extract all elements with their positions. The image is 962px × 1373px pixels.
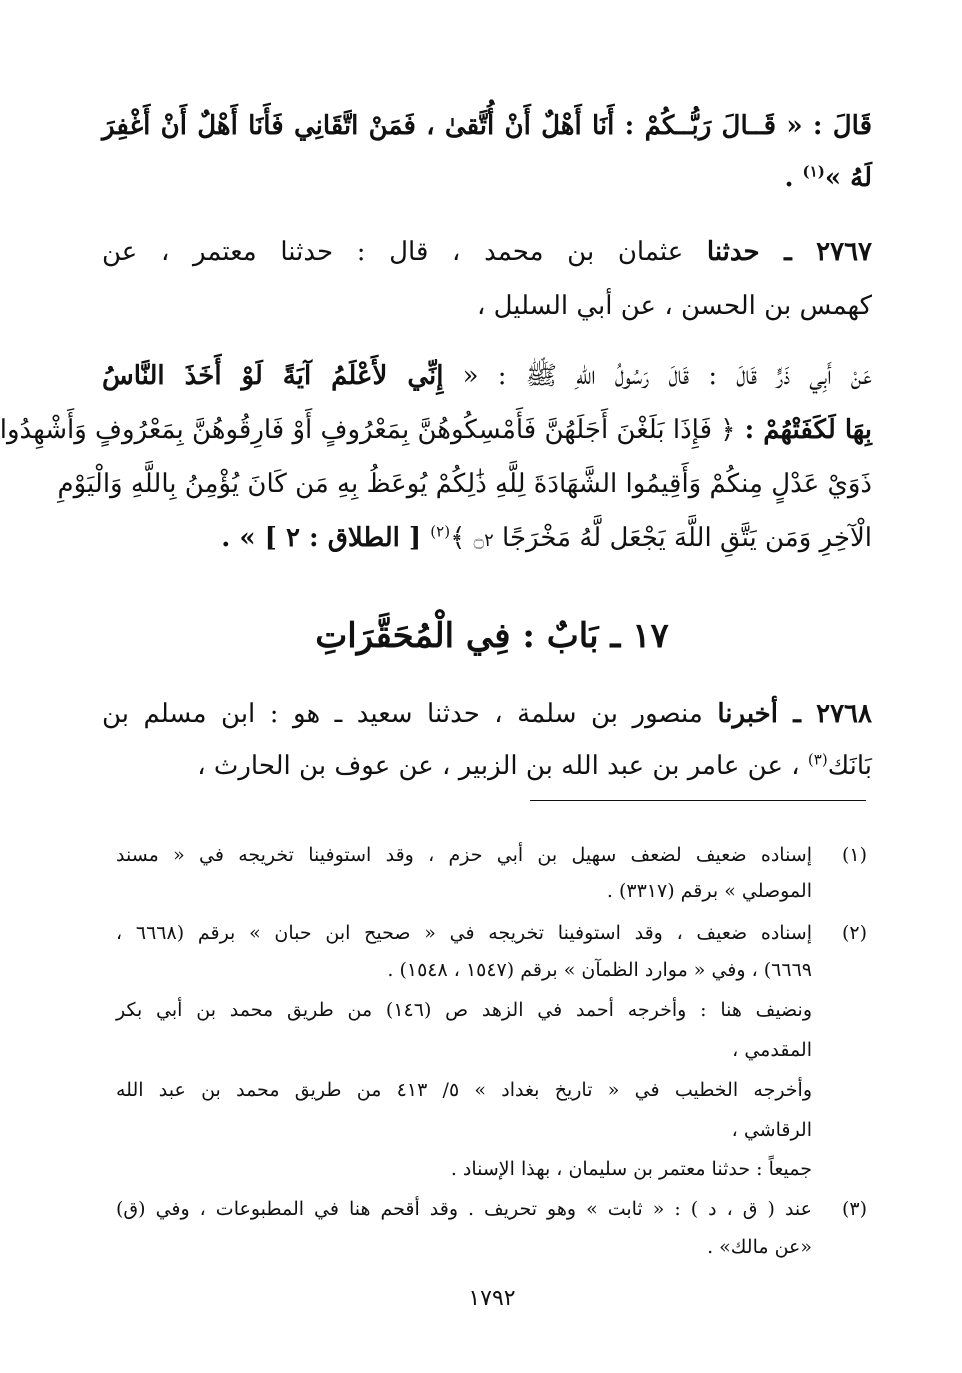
surah-reference: [ الطلاق : ٢ ] » . xyxy=(221,523,431,553)
quran-text: ﴿ فَإِذَا بَلَغْنَ أَجَلَهُنَّ فَأَمْسِكُوهُنَّ بِمَعْرُوفٍ أَوْ فَارِقُوهُنَّ بِمَعْرُوفٍ وَأَشْهِدُوا xyxy=(0,415,736,445)
isnad-text: كهمس بن الحسن ، عن أبي السليل ، xyxy=(476,291,872,321)
quran-text: ﴾ xyxy=(450,523,474,553)
hadith-text: إِنِّي لأَعْلَمُ آيَةً لَوْ أَخَذَ النَّاسُ xyxy=(102,361,444,391)
isnad-text: ، عن عامر بن عبد الله بن الزبير ، عن عوف بن الحارث ، xyxy=(197,751,808,781)
chapter-heading: ١٧ ـ بَابٌ : فِي الْمُحَقَّرَاتِ xyxy=(315,616,669,656)
footnote-separator xyxy=(530,800,866,801)
hadith-number: ٢٧٦٧ ـ حدثنا xyxy=(706,237,872,267)
footnote-ref: (٢) xyxy=(430,522,451,541)
footnote-line: عند ( ق ، د ) : « ثابت » وهو تحريف . وقد أقحم هنا في المطبوعات ، وفي (ق) xyxy=(116,1198,812,1220)
page-number: ١٧٩٢ xyxy=(468,1286,516,1311)
hadith-text: قَالَ : « قَــالَ رَبُّــكُمْ : أَنَا أَهْلٌ أَنْ أُتَّقىٰ ، فَمَنْ اتَّقَانِي فَأَنَا أَهْلٌ أَنْ أَغْفِرَ xyxy=(102,111,872,141)
footnote-line: الموصلي » برقم (٣٣١٧) . xyxy=(606,880,812,902)
text-line xyxy=(57,456,872,512)
footnote-number: (٢) xyxy=(841,922,867,944)
hadith-number: ٢٧٦٨ ـ أخبرنا xyxy=(717,699,872,729)
text-line xyxy=(102,510,872,566)
footnote-number: (٣) xyxy=(841,1198,867,1220)
isnad-text: بَانَك xyxy=(827,751,872,781)
ayah-number-icon: ۝٢ xyxy=(473,530,494,551)
text-line xyxy=(102,278,872,334)
text-line xyxy=(102,150,872,206)
footnote-line: إسناده ضعيف لضعف سهيل بن أبي حزم ، وقد استوفينا تخريجه في « مسند xyxy=(116,844,813,866)
footnote-line: وأخرجه الخطيب في « تاريخ بغداد » ٥/ ٤١٣ من طريق محمد بن عبد الله xyxy=(116,1079,812,1101)
quran-text: ذَوَيْ عَدْلٍ مِنكُمْ وَأَقِيمُوا الشَّهَادَةَ لِلَّهِ ذَٰلِكُمْ يُوعَظُ بِهِ مَن كَانَ يُؤْمِنُ بِاللَّهِ وَالْيَوْمِ xyxy=(57,469,872,499)
isnad-text: عثمان بن محمد ، قال : حدثنا معتمر ، عن xyxy=(102,237,707,267)
isnad-text: منصور بن سلمة ، حدثنا سعيد ـ هو : ابن مسلم بن xyxy=(102,699,718,729)
footnote-line: المقدمي ، xyxy=(732,1039,812,1061)
footnote-line: «عن مالك» . xyxy=(707,1236,812,1258)
footnote-ref: (١) xyxy=(802,162,825,181)
footnote-line: إسناده ضعيف ، وقد استوفينا تخريجه في « صحيح ابن حبان » برقم (٦٦٦٨ ، xyxy=(116,922,813,944)
quran-text: الْآخِرِ وَمَن يَتَّقِ اللَّهَ يَجْعَل لَّهُ مَخْرَجًا xyxy=(493,523,872,553)
hadith-text: بِهَا لَكَفَتْهُمْ : xyxy=(735,415,872,445)
footnote-line: جميعاً : حدثنا معتمر بن سليمان ، بهذا الإسناد . xyxy=(450,1158,812,1180)
footnote-line: ونضيف هنا : وأخرجه أحمد في الزهد ص (١٤٦) من طريق محمد بن أبي بكر xyxy=(116,999,812,1021)
isnad-text: عَنْ أَبِي ذَرٍّ قَالَ : قَالَ رَسُولُ اللهِ ﷺ : « xyxy=(443,361,872,391)
hadith-text: لَهُ » xyxy=(824,163,872,193)
footnote-line: الرقاشي ، xyxy=(731,1119,812,1141)
text-line xyxy=(102,686,872,742)
footnote-number: (١) xyxy=(841,844,867,866)
text-line xyxy=(0,402,872,458)
footnote-line: ٦٦٦٩) ، وفي « موارد الظمآن » برقم (١٥٤٧ ، ١٥٤٨) . xyxy=(387,959,812,981)
footnote-ref: (٣) xyxy=(807,750,828,769)
text-line xyxy=(102,738,872,794)
text-line xyxy=(102,224,872,280)
text-line xyxy=(102,98,872,154)
punctuation: . xyxy=(784,163,803,193)
text-line xyxy=(102,348,872,404)
